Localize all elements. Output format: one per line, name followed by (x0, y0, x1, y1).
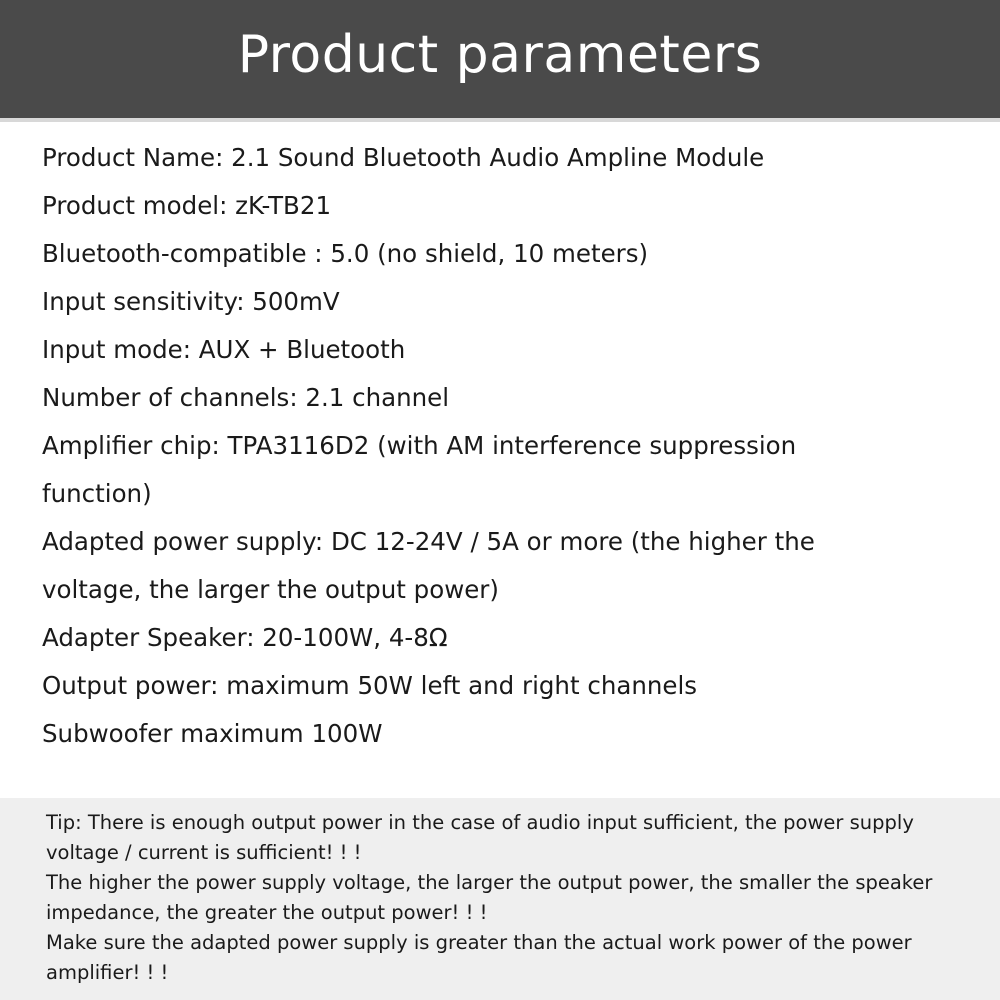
tip-line: Make sure the adapted power supply is greater than the actual work power of the power (46, 931, 912, 954)
tip-text (46, 808, 966, 988)
param-output-power: Output power: maximum 50W left and right channels (42, 671, 698, 700)
param-power-supply: Adapted power supply: DC 12-24V / 5A or more (the higher the (42, 527, 815, 556)
param-amplifier-chip-cont: function) (42, 479, 152, 508)
tip-line: The higher the power supply voltage, the larger the output power, the smaller the speaker (46, 871, 933, 894)
tip-box (0, 798, 1000, 1000)
param-amplifier-chip: Amplifier chip: TPA3116D2 (with AM interference suppression (42, 431, 797, 460)
tip-line: Tip: There is enough output power in the case of audio input sufficient, the power supply (46, 811, 914, 834)
tip-line: voltage / current is sufficient! ! ! (46, 841, 362, 864)
tip-line: amplifier! ! ! (46, 961, 169, 984)
page-title: Product parameters (237, 25, 763, 85)
param-subwoofer: Subwoofer maximum 100W (42, 719, 383, 748)
param-adapter-speaker: Adapter Speaker: 20-100W, 4-8Ω (42, 623, 448, 652)
param-bluetooth: Bluetooth-compatible : 5.0 (no shield, 10 meters) (42, 239, 649, 268)
tip-line: impedance, the greater the output power! ! ! (46, 901, 488, 924)
param-input-sensitivity: Input sensitivity: 500mV (42, 287, 340, 316)
header-banner (0, 0, 1000, 122)
param-power-supply-cont: voltage, the larger the output power) (42, 575, 499, 604)
param-product-name: Product Name: 2.1 Sound Bluetooth Audio Ampline Module (42, 143, 765, 172)
param-channels: Number of channels: 2.1 channel (42, 383, 450, 412)
param-product-model: Product model: zK-TB21 (42, 191, 332, 220)
parameter-list (42, 134, 942, 758)
param-input-mode: Input mode: AUX + Bluetooth (42, 335, 406, 364)
